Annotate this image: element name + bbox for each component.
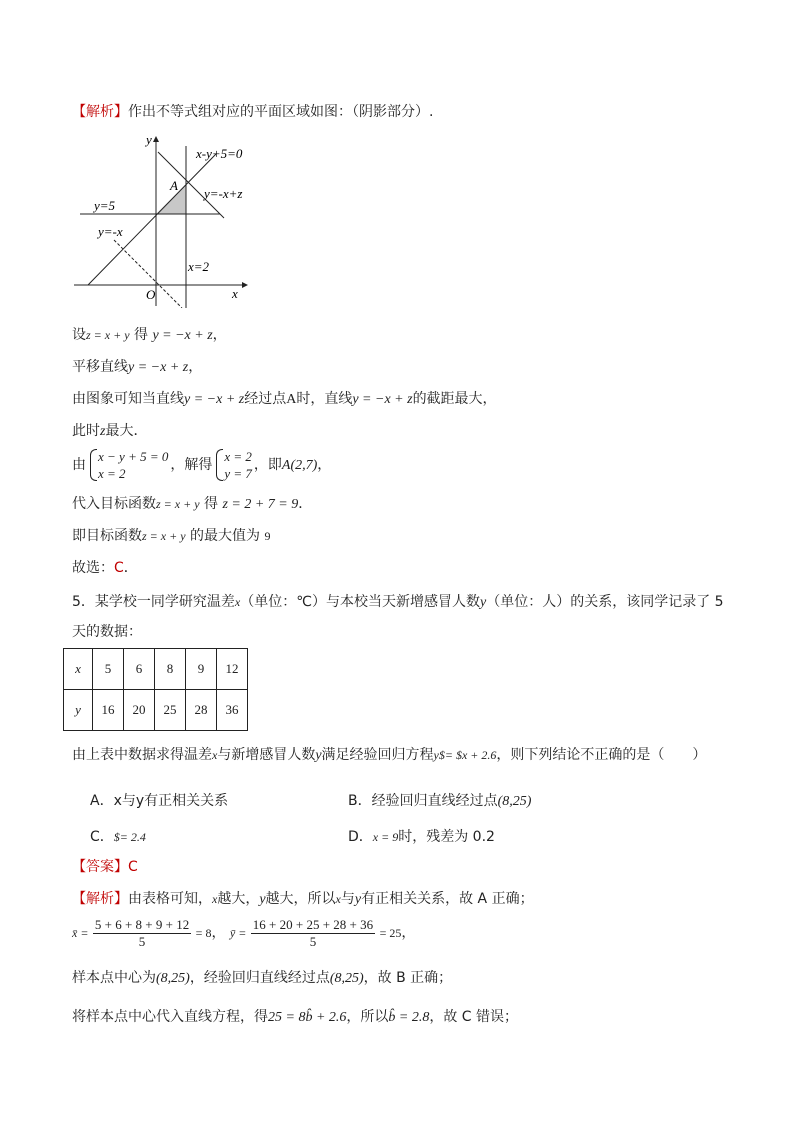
answer-line (72, 857, 138, 877)
option-a[interactable]: A．x与y有正相关关系 (90, 793, 229, 809)
step-5: 由 x − y + 5 = 0 x = 2 ，解得 x = 2 y = 7 ，即A(2,7)， (72, 449, 332, 481)
analysis-text: 作出不等式组对应的平面区域如图：（阴影部分）. (128, 104, 434, 120)
system-of-equations: x − y + 5 = 0 x = 2 (88, 448, 168, 482)
table-cell: 12 (217, 649, 248, 690)
table-cell: 28 (186, 690, 217, 731)
table-row (64, 690, 248, 731)
table-head-cell: y (64, 690, 93, 731)
solution-2-line3: 样本点中心为(8,25)，经验回归直线经过点(8,25)，故 B 正确； (72, 970, 453, 986)
label-line1: x-y+5=0 (196, 146, 243, 161)
label-line4: y=-x (98, 224, 123, 239)
feasible-region-graph (70, 128, 260, 308)
table-cell: 20 (124, 690, 155, 731)
step-1: 设z = x + y 得 y = −x + z， (72, 327, 227, 343)
y-axis-label: y (146, 132, 152, 147)
data-table (63, 648, 248, 731)
ybar-fraction: $\frac{16 + 20 + 25 + 28 + 36}{5}$ (252, 916, 374, 949)
question-5-stem: 由上表中数据求得温差x与新增感冒人数y满足经验回归方程y$= $x + 2.6，则下列结论不正确的是（ ） (72, 747, 707, 763)
option-c[interactable]: C．$= 2.4 (90, 829, 146, 845)
y-axis-arrow (153, 136, 159, 142)
solution-system: x = 2 y = 7 (214, 448, 252, 482)
question-5-line1: 5．某学校一同学研究温差x（单位：℃）与本校当天新增感冒人数y（单位：人）的关系，该同学记录了 5 (72, 594, 724, 610)
solution-intro (72, 102, 433, 122)
step-6: 代入目标函数z = x + y 得 z = 2 + 7 = 9． (72, 496, 313, 512)
table-cell: 36 (217, 690, 248, 731)
xbar-fraction: $\frac{5 + 6 + 8 + 9 + 12}{5}$ (94, 916, 190, 949)
origin-label: O (146, 287, 156, 302)
step-8: 故选：C． (72, 560, 138, 576)
table-cell: 8 (155, 649, 186, 690)
table-cell: 16 (93, 690, 124, 731)
analysis-tag: 【解析】 (72, 104, 128, 120)
solution-2-line1: 【解析】由表格可知，x越大，y越大，所以x与y有正相关关系，故 A 正确； (72, 891, 534, 907)
x-axis-arrow (242, 282, 248, 288)
option-d[interactable]: D．x = 9时，残差为 0.2 (348, 829, 495, 845)
option-b[interactable]: B．经验回归直线经过点(8,25) (348, 793, 532, 809)
solution-2-means: x̄ = $\frac{5 + 6 + 8 + 9 + 12}{5}$ = 8， ȳ = $\frac{16 + 20 + 25 + 28 + 36}{5}$ = 25， (72, 916, 416, 949)
label-line5: x=2 (188, 259, 210, 274)
step-3: 由图象可知当直线y = −x + z经过点A时，直线y = −x + z的截距最大， (72, 391, 497, 407)
answer-tag: 【答案】 (72, 859, 128, 875)
table-head-cell: x (64, 649, 93, 690)
step-4: 此时z最大． (72, 423, 148, 439)
table-cell: 6 (124, 649, 155, 690)
table-cell: 5 (93, 649, 124, 690)
table-cell: 25 (155, 690, 186, 731)
table-row (64, 649, 248, 690)
table-cell: 9 (186, 649, 217, 690)
x-axis-label: x (232, 286, 238, 301)
answer-value: C (128, 859, 138, 875)
solution-2-line4: 将样本点中心代入直线方程，得25 = 8b̂ + 2.6，所以b̂ = 2.8，故 C 错误； (72, 1009, 519, 1025)
question-5-line2: 天的数据： (72, 624, 142, 640)
label-line3: y=5 (94, 198, 116, 213)
label-line2: y=-x+z (204, 186, 243, 201)
step-2: 平移直线y = −x + z， (72, 359, 203, 375)
step-7: 即目标函数z = x + y 的最大值为 9 (72, 528, 271, 544)
point-a-label: A (170, 178, 178, 193)
